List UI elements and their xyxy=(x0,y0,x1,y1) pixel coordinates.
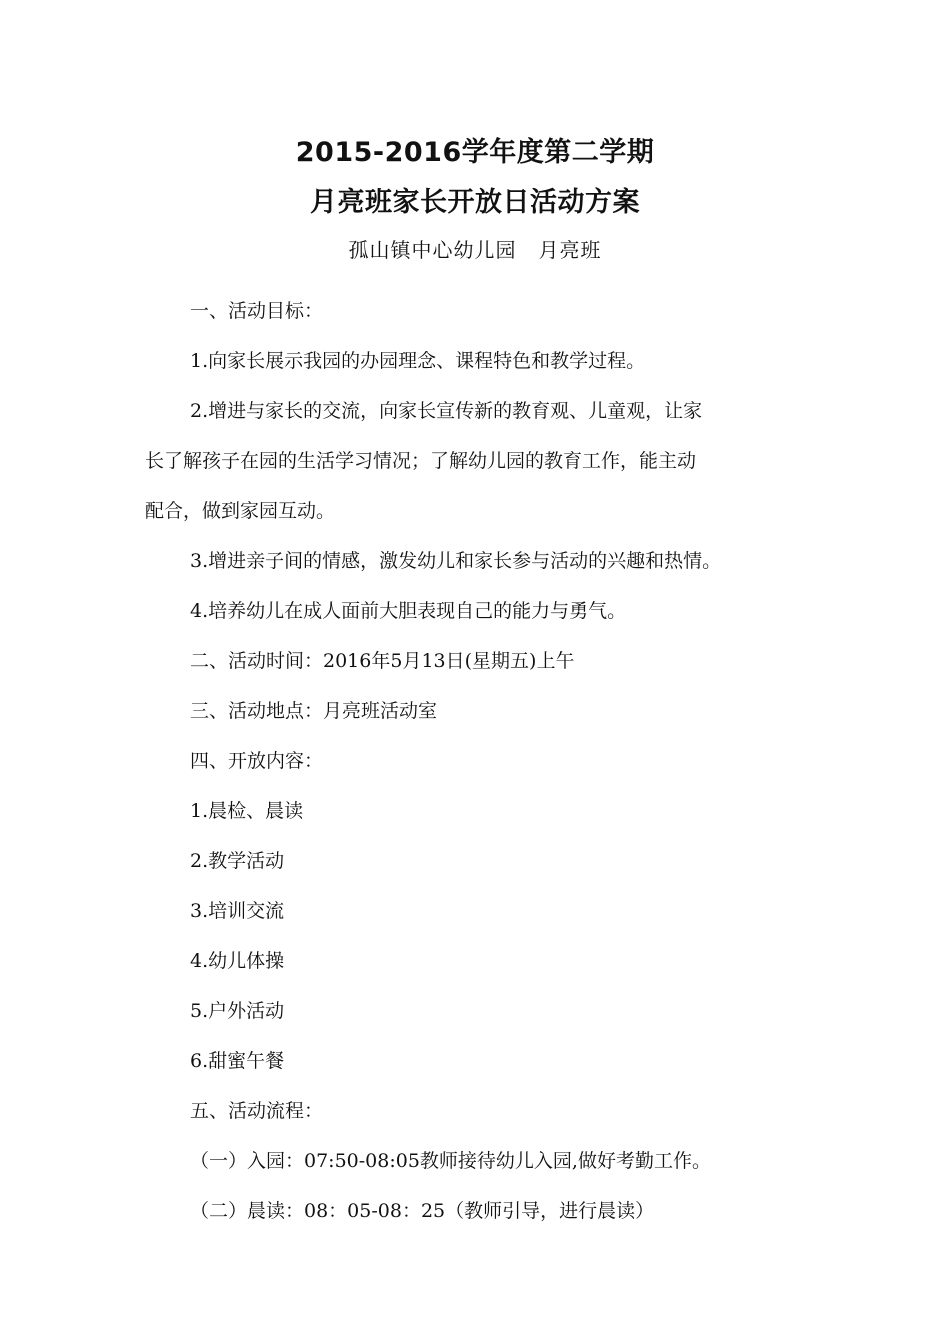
section-heading-content: 四、开放内容： xyxy=(190,750,324,772)
process-step-1: （一）入园：07:50-08:05教师接待幼儿入园,做好考勤工作。 xyxy=(190,1150,711,1172)
content-item-5: 5.户外活动 xyxy=(190,1000,285,1022)
content-item-6: 6.甜蜜午餐 xyxy=(190,1050,285,1072)
section-heading-process: 五、活动流程： xyxy=(190,1100,324,1122)
document-title-line2: 月亮班家长开放日活动方案 xyxy=(310,187,640,218)
document-title-line1: 2015-2016学年度第二学期 xyxy=(295,137,655,168)
section-heading-location: 三、活动地点：月亮班活动室 xyxy=(190,700,438,722)
document-body xyxy=(145,286,815,1236)
section-heading-goals: 一、活动目标： xyxy=(190,300,324,322)
process-step-2: （二）晨读：08：05-08：25（教师引导，进行晨读） xyxy=(190,1200,655,1222)
goal-item-2-line1: 2.增进与家长的交流，向家长宣传新的教育观、儿童观，让家 xyxy=(190,400,703,422)
goal-item-3: 3.增进亲子间的情感，激发幼儿和家长参与活动的兴趣和热情。 xyxy=(190,550,722,572)
goal-item-4: 4.培养幼儿在成人面前大胆表现自己的能力与勇气。 xyxy=(190,600,627,622)
goal-item-2-line2: 长了解孩子在园的生活学习情况；了解幼儿园的教育工作，能主动 xyxy=(145,450,697,472)
content-item-3: 3.培训交流 xyxy=(190,900,285,922)
goal-item-2-line3: 配合，做到家园互动。 xyxy=(145,500,336,522)
document-subtitle: 孤山镇中心幼儿园 月亮班 xyxy=(348,238,602,262)
goal-item-1: 1.向家长展示我园的办园理念、课程特色和教学过程。 xyxy=(190,350,646,372)
content-item-2: 2.教学活动 xyxy=(190,850,285,872)
content-item-1: 1.晨检、晨读 xyxy=(190,800,304,822)
section-heading-time: 二、活动时间：2016年5月13日(星期五)上午 xyxy=(190,650,575,672)
content-item-4: 4.幼儿体操 xyxy=(190,950,285,972)
